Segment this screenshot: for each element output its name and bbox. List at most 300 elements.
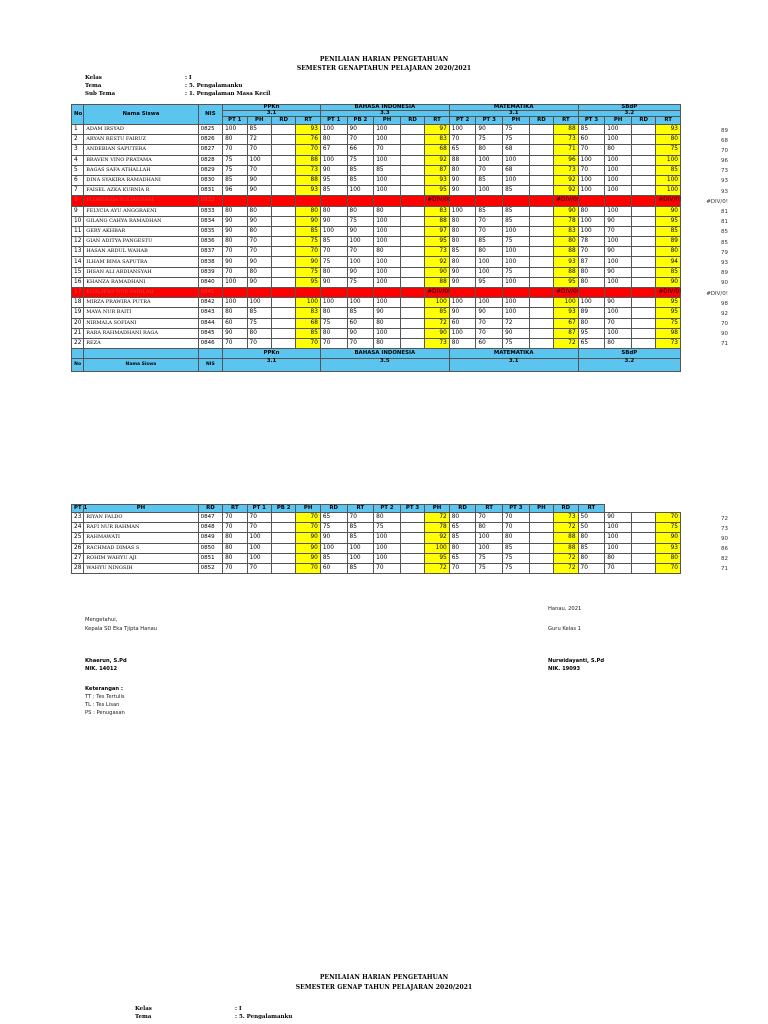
- row-number: 7: [72, 186, 84, 196]
- mtk-score: [529, 523, 553, 533]
- mtk-score: 70: [503, 523, 530, 533]
- student-nis: 0835: [198, 226, 222, 236]
- ppkn-rt: 70: [296, 513, 320, 523]
- sbdp-score: [631, 533, 655, 543]
- kd-matematika: 3.1: [449, 359, 578, 372]
- row-number: 23: [72, 513, 84, 523]
- bi-score: 90: [320, 165, 347, 175]
- sbdp-score: 100: [605, 533, 632, 543]
- ppkn-score: [271, 175, 295, 185]
- ppkn-rt: 83: [296, 308, 320, 318]
- mtk-score: 100: [476, 543, 503, 553]
- sbdp-score: [631, 543, 655, 553]
- bi-score: [400, 543, 424, 553]
- kepala-name: Khaerun, S.Pd: [85, 658, 127, 664]
- col-header-ppkn-rd: RD: [271, 117, 295, 125]
- mtk-score: 100: [476, 186, 503, 196]
- row-number: 12: [72, 237, 84, 247]
- mtk-score: 70: [476, 216, 503, 226]
- row-number: 3: [72, 145, 84, 155]
- mtk-score: 100: [503, 175, 530, 185]
- mtk-score: 90: [476, 308, 503, 318]
- sbdp-score: 100: [605, 175, 632, 185]
- bi-rt: 100: [425, 298, 449, 308]
- ppkn-score: 80: [223, 135, 247, 145]
- mtk-score: 70: [476, 318, 503, 328]
- mtk-score: [529, 288, 553, 298]
- mtk-rt: 67: [554, 318, 578, 328]
- ppkn-score: [271, 186, 295, 196]
- student-nis: 0832: [198, 196, 222, 206]
- student-name: REZA: [84, 338, 198, 348]
- row-number: 16: [72, 277, 84, 287]
- col-header-mtk-pt2: PT 2: [449, 117, 476, 125]
- ppkn-score: 70: [223, 247, 247, 257]
- bi-rt: 83: [425, 135, 449, 145]
- subject-sbdp: SBdP: [578, 105, 680, 111]
- ppkn-score: 96: [223, 186, 247, 196]
- ppkn-rt: 70: [296, 563, 320, 573]
- mtk-score: [529, 196, 553, 206]
- bi-score: 85: [374, 165, 401, 175]
- bi-score: 75: [320, 523, 347, 533]
- mtk-score: 75: [503, 267, 530, 277]
- sbdp-score: [631, 523, 655, 533]
- sbdp-rt: 100: [656, 175, 681, 185]
- sbdp-rt: 94: [656, 257, 681, 267]
- bi-score: 100: [374, 267, 401, 277]
- bi-score: 70: [347, 135, 374, 145]
- student-nis: 0843: [198, 308, 222, 318]
- student-nis: 0828: [198, 155, 222, 165]
- mtk-score: [476, 196, 503, 206]
- side-average: 90: [721, 331, 728, 338]
- bi-score: 80: [347, 206, 374, 216]
- mtk-rt: #DIV/0!: [554, 196, 578, 206]
- ppkn-score: [271, 196, 295, 206]
- student-name: ANDEBIAN SAPUTERA: [84, 145, 198, 155]
- sbdp-score: 100: [605, 165, 632, 175]
- mtk-score: [529, 308, 553, 318]
- mtk-rt: 88: [554, 125, 578, 135]
- bi-score: 80: [374, 513, 401, 523]
- student-nis: 0847: [198, 513, 222, 523]
- mtk-score: 80: [476, 247, 503, 257]
- student-name: FELYCIA AYU ANGGRAENI: [84, 206, 198, 216]
- mtk-score: 70: [476, 226, 503, 236]
- ppkn-score: [271, 318, 295, 328]
- student-name: BRAVEN VINO PRATAMA: [84, 155, 198, 165]
- col-header-sbdp-rt: RT: [578, 505, 605, 513]
- side-average: 68: [721, 137, 728, 144]
- sbdp-rt: 70: [656, 513, 681, 523]
- sbdp-rt: 75: [656, 523, 681, 533]
- info-label: Tema: [135, 1014, 152, 1020]
- bi-rt: 68: [425, 145, 449, 155]
- info-value: : 5. Pengalamanku: [185, 83, 243, 89]
- sbdp-score: 100: [605, 135, 632, 145]
- bi-score: 90: [320, 533, 347, 543]
- mtk-score: 65: [449, 523, 476, 533]
- keterangan-item: TT : Tes Tertulis: [85, 694, 125, 700]
- no-header: No: [72, 359, 84, 372]
- ppkn-score: [271, 533, 295, 543]
- bi-score: 85: [320, 186, 347, 196]
- ppkn-score: 80: [247, 206, 271, 216]
- ppkn-score: 70: [247, 563, 271, 573]
- col-header-mtk-ph: PH: [425, 505, 449, 513]
- row-number: 18: [72, 298, 84, 308]
- ppkn-score: 70: [223, 267, 247, 277]
- row-number: 19: [72, 308, 84, 318]
- bi-score: 90: [347, 226, 374, 236]
- mtk-rt: 95: [554, 277, 578, 287]
- ppkn-rt: 68: [296, 318, 320, 328]
- grades-table-page2: [71, 504, 681, 574]
- mtk-rt: 92: [554, 175, 578, 185]
- side-average: 90: [721, 280, 728, 287]
- bi-rt: 97: [425, 125, 449, 135]
- mtk-score: 60: [476, 338, 503, 348]
- ppkn-rt: 70: [296, 523, 320, 533]
- bi-score: 100: [320, 543, 347, 553]
- mtk-rt: 71: [554, 145, 578, 155]
- table-row: [72, 513, 681, 523]
- side-average: 92: [721, 310, 728, 317]
- bi-score: 100: [347, 543, 374, 553]
- student-name: RARA RAHMADHANI RAGA: [84, 328, 198, 338]
- ppkn-score: [271, 206, 295, 216]
- sbdp-score: [631, 288, 655, 298]
- bi-score: 90: [320, 277, 347, 287]
- report-subtitle: SEMESTER GENAPTAHUN PELAJARAN 2020/2021: [296, 65, 472, 72]
- mtk-score: 70: [503, 513, 530, 523]
- side-average: #DIV/0!: [706, 198, 728, 205]
- mtk-score: 80: [476, 145, 503, 155]
- bi-score: [320, 196, 347, 206]
- ppkn-score: 70: [247, 523, 271, 533]
- no-header: No: [72, 105, 84, 125]
- bi-score: 100: [374, 277, 401, 287]
- ppkn-score: 80: [223, 237, 247, 247]
- mtk-score: [529, 145, 553, 155]
- sbdp-rt: 98: [656, 328, 681, 338]
- col-header-bi-rt: RT: [347, 505, 374, 513]
- table-row: [72, 257, 681, 267]
- mtk-rt: 83: [554, 226, 578, 236]
- bi-score: [400, 165, 424, 175]
- table-row: [72, 533, 681, 543]
- mtk-score: 80: [449, 338, 476, 348]
- bi-score: [347, 196, 374, 206]
- sbdp-rt: 89: [656, 237, 681, 247]
- ppkn-score: 90: [223, 216, 247, 226]
- col-header-mtk-ph: PH: [503, 117, 530, 125]
- mtk-score: 90: [449, 308, 476, 318]
- ppkn-score: 80: [223, 543, 247, 553]
- sbdp-score: 85: [578, 543, 605, 553]
- ppkn-score: [247, 288, 271, 298]
- sbdp-score: [631, 196, 655, 206]
- sbdp-rt: 95: [656, 216, 681, 226]
- col-header-ppkn-rt: RT: [296, 117, 320, 125]
- mtk-score: 100: [449, 298, 476, 308]
- bi-score: [400, 288, 424, 298]
- sbdp-score: 87: [578, 257, 605, 267]
- bi-score: 85: [347, 175, 374, 185]
- mtk-score: 68: [503, 165, 530, 175]
- sbdp-score: 70: [605, 226, 632, 236]
- student-nis: 0834: [198, 216, 222, 226]
- sbdp-score: 70: [578, 247, 605, 257]
- mtk-score: 88: [449, 155, 476, 165]
- bi-rt: 78: [425, 523, 449, 533]
- ppkn-score: [271, 523, 295, 533]
- ppkn-score: 90: [247, 277, 271, 287]
- bi-score: 90: [347, 267, 374, 277]
- mtk-score: [449, 288, 476, 298]
- bi-score: 80: [374, 206, 401, 216]
- bi-score: [400, 523, 424, 533]
- bi-score: 80: [374, 247, 401, 257]
- sbdp-score: 65: [578, 338, 605, 348]
- col-header-sbdp-rt: RT: [656, 117, 681, 125]
- sbdp-score: 70: [578, 145, 605, 155]
- table-row: [72, 186, 681, 196]
- ppkn-rt: 90: [296, 543, 320, 553]
- bi-score: 100: [374, 553, 401, 563]
- table-row: [72, 125, 681, 135]
- bi-rt: #DIV/0!: [425, 196, 449, 206]
- mtk-rt: 72: [554, 523, 578, 533]
- ppkn-score: 70: [223, 563, 247, 573]
- student-nis: 0846: [198, 338, 222, 348]
- side-average: 89: [721, 270, 728, 277]
- ppkn-score: [271, 145, 295, 155]
- mtk-score: 85: [449, 533, 476, 543]
- student-name: NIRMALA SOFIANI: [84, 318, 198, 328]
- col-header-mtk-pt3: PT 3: [400, 505, 424, 513]
- mtk-score: 80: [476, 523, 503, 533]
- student-nis: 0825: [198, 125, 222, 135]
- table-row: [72, 247, 681, 257]
- mtk-score: [529, 513, 553, 523]
- row-number: 6: [72, 175, 84, 185]
- bi-score: 100: [374, 125, 401, 135]
- sbdp-rt: 85: [656, 267, 681, 277]
- side-average: 85: [721, 229, 728, 236]
- ppkn-rt: 76: [296, 135, 320, 145]
- ppkn-score: [271, 338, 295, 348]
- col-header-bi-rd: RD: [400, 117, 424, 125]
- bi-rt: 73: [425, 247, 449, 257]
- mtk-rt: 73: [554, 135, 578, 145]
- sbdp-rt: #DIV/0!: [656, 288, 681, 298]
- ppkn-rt: [296, 288, 320, 298]
- student-name: FAISEL AZKA KURNIA R: [84, 186, 198, 196]
- mtk-score: 70: [476, 328, 503, 338]
- ppkn-score: [271, 543, 295, 553]
- bi-score: [400, 237, 424, 247]
- ppkn-score: 70: [223, 523, 247, 533]
- side-average: 93: [721, 178, 728, 185]
- student-name: RAHMAWATI: [84, 533, 198, 543]
- col-header-bi-rd: RD: [320, 505, 347, 513]
- row-number: 27: [72, 553, 84, 563]
- nis-header: NIS: [198, 105, 222, 125]
- bi-score: 100: [374, 155, 401, 165]
- ppkn-rt: 75: [296, 237, 320, 247]
- sbdp-score: 80: [578, 533, 605, 543]
- mtk-score: 80: [449, 257, 476, 267]
- bi-score: 75: [347, 216, 374, 226]
- sbdp-score: 100: [605, 277, 632, 287]
- row-number: 8: [72, 196, 84, 206]
- mtk-rt: 96: [554, 155, 578, 165]
- ppkn-score: 100: [223, 125, 247, 135]
- student-nis: 0842: [198, 298, 222, 308]
- sbdp-score: 100: [578, 216, 605, 226]
- student-name: RAFI NUR RAHMAN: [84, 523, 198, 533]
- mtk-score: 90: [503, 328, 530, 338]
- sbdp-score: 95: [578, 328, 605, 338]
- sbdp-rt: 85: [656, 165, 681, 175]
- sbdp-score: 89: [578, 308, 605, 318]
- mtk-score: 95: [476, 277, 503, 287]
- bi-score: [400, 533, 424, 543]
- keterangan-item: PS : Penugasan: [85, 710, 125, 716]
- ppkn-score: [271, 563, 295, 573]
- bi-score: [400, 145, 424, 155]
- side-average: #DIV/0!: [706, 290, 728, 297]
- mtk-rt: 72: [554, 553, 578, 563]
- side-average: 71: [721, 341, 728, 348]
- mtk-score: 80: [449, 543, 476, 553]
- bi-score: [400, 135, 424, 145]
- mtk-score: [529, 226, 553, 236]
- mtk-rt: 87: [554, 328, 578, 338]
- bi-score: 85: [320, 237, 347, 247]
- kd-sbdp: 3.2: [578, 111, 680, 117]
- kepala-nik: NIK. 14012: [85, 666, 118, 672]
- sbdp-score: 100: [605, 257, 632, 267]
- ppkn-score: 70: [247, 237, 271, 247]
- bi-score: [400, 563, 424, 573]
- mtk-score: 75: [476, 135, 503, 145]
- table-row: [72, 155, 681, 165]
- ppkn-score: 80: [223, 553, 247, 563]
- bi-score: 70: [347, 338, 374, 348]
- bi-score: 75: [320, 257, 347, 267]
- side-average: 81: [721, 219, 728, 226]
- mtk-score: 65: [449, 553, 476, 563]
- ppkn-rt: 75: [296, 267, 320, 277]
- ppkn-score: 100: [223, 277, 247, 287]
- col-header-ppkn-pt1: PT 1: [223, 117, 247, 125]
- sbdp-score: 80: [578, 206, 605, 216]
- subject-bahasa-indonesia: BAHASA INDONESIA: [320, 105, 449, 111]
- ppkn-score: [271, 135, 295, 145]
- student-name: WAHYU NINGSIH: [84, 563, 198, 573]
- ppkn-score: 70: [223, 338, 247, 348]
- student-name: MAYA NUR BAITI: [84, 308, 198, 318]
- col-header-sbdp-rd: RD: [631, 117, 655, 125]
- mtk-score: 75: [503, 553, 530, 563]
- ppkn-score: 80: [247, 226, 271, 236]
- sbdp-score: 80: [605, 145, 632, 155]
- bi-score: 100: [374, 533, 401, 543]
- sbdp-score: [631, 267, 655, 277]
- ppkn-score: [247, 196, 271, 206]
- mtk-score: 100: [503, 298, 530, 308]
- bi-rt: 88: [425, 216, 449, 226]
- ppkn-score: 80: [223, 308, 247, 318]
- bi-rt: 85: [425, 308, 449, 318]
- ppkn-score: 100: [247, 155, 271, 165]
- mtk-score: [529, 216, 553, 226]
- bi-score: [374, 196, 401, 206]
- mtk-score: 90: [449, 277, 476, 287]
- ppkn-score: 85: [223, 175, 247, 185]
- bi-score: 100: [320, 125, 347, 135]
- mtk-rt: 73: [554, 513, 578, 523]
- mtk-score: [529, 277, 553, 287]
- side-average: 71: [721, 566, 728, 573]
- ppkn-score: [271, 257, 295, 267]
- mtk-score: [529, 267, 553, 277]
- mtk-score: [529, 338, 553, 348]
- table-row: [72, 308, 681, 318]
- mtk-rt: 88: [554, 533, 578, 543]
- bi-score: [400, 125, 424, 135]
- ppkn-score: 60: [223, 318, 247, 328]
- sbdp-score: [631, 247, 655, 257]
- ppkn-score: 80: [247, 267, 271, 277]
- col-header-ppkn-ph: PH: [84, 505, 198, 513]
- bi-score: 100: [347, 237, 374, 247]
- col-header-mtk-pt3: PT 3: [476, 117, 503, 125]
- student-name: ADAM IRSYAD: [84, 125, 198, 135]
- bi-score: [400, 277, 424, 287]
- bi-score: 100: [320, 298, 347, 308]
- ppkn-score: [271, 308, 295, 318]
- sbdp-score: 100: [578, 226, 605, 236]
- bi-score: 90: [347, 125, 374, 135]
- student-nis: 0836: [198, 237, 222, 247]
- sbdp-score: 100: [605, 237, 632, 247]
- side-average: 89: [721, 127, 728, 134]
- bi-score: 60: [347, 318, 374, 328]
- col-header-sbdp-pt3: PT 3: [503, 505, 530, 513]
- sbdp-score: [605, 288, 632, 298]
- ppkn-score: 70: [247, 145, 271, 155]
- ppkn-score: 70: [247, 338, 271, 348]
- ppkn-rt: 70: [296, 145, 320, 155]
- sbdp-score: [631, 186, 655, 196]
- bi-rt: 90: [425, 267, 449, 277]
- student-nis: 0830: [198, 175, 222, 185]
- sbdp-score: 100: [578, 298, 605, 308]
- bi-score: 85: [347, 523, 374, 533]
- report-info: [135, 1006, 435, 1024]
- sbdp-rt: 93: [656, 543, 681, 553]
- sbdp-score: [631, 298, 655, 308]
- bi-score: 100: [374, 543, 401, 553]
- mtk-score: 80: [503, 533, 530, 543]
- mtk-score: [503, 288, 530, 298]
- report-info: [85, 75, 385, 105]
- student-name: KHALIFAH NUR FADILAH: [84, 288, 198, 298]
